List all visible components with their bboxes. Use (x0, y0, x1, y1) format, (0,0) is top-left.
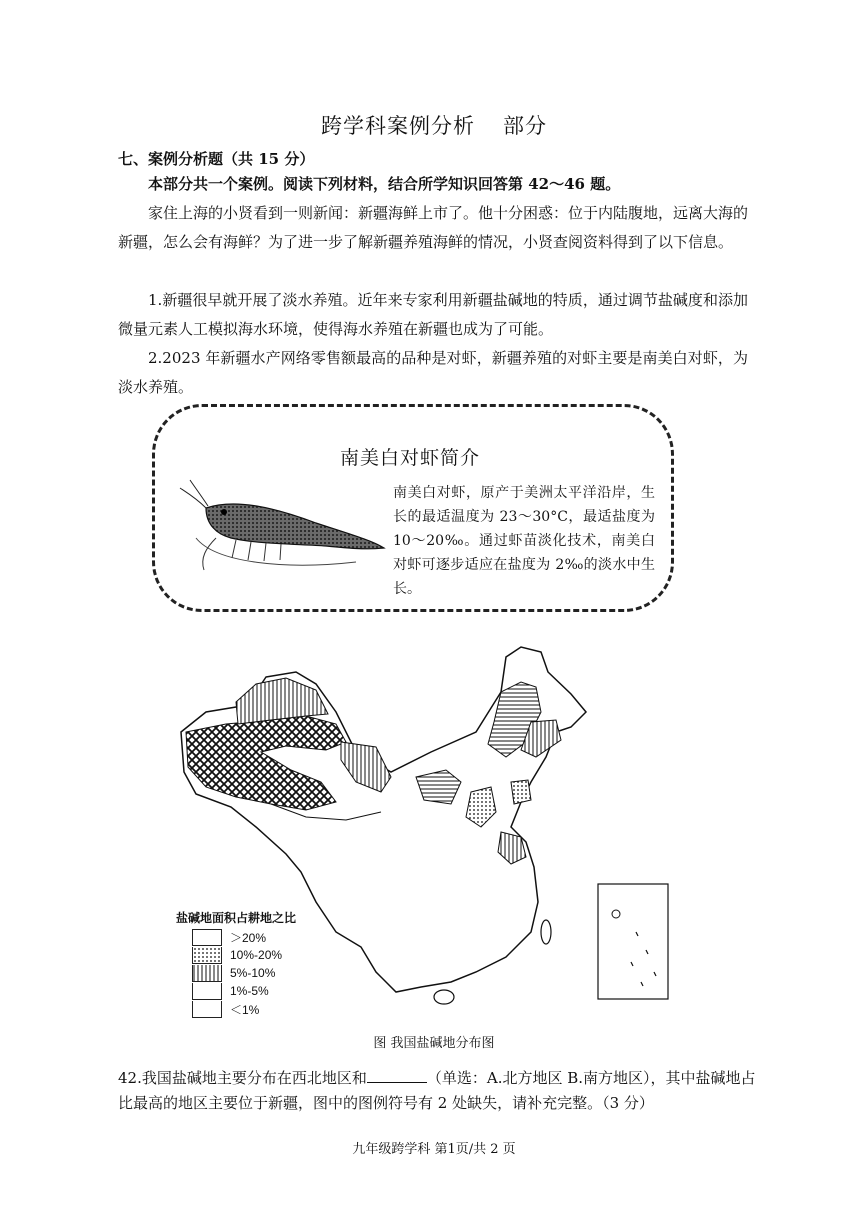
taiwan-island (541, 920, 551, 944)
hainan-island (434, 990, 454, 1004)
map-caption: 图 我国盐碱地分布图 (373, 1036, 495, 1051)
legend-label: 10%-20% (230, 948, 283, 962)
legend-item (192, 946, 282, 964)
material-item-1: 1.新疆很早就开展了淡水养殖。近年来专家利用新疆盐碱地的特质，通过调节盐碱度和添加微量元素人工模拟海水环境，使得海水养殖在新疆也成为了可能。 (118, 291, 748, 338)
legend-swatch-dots (192, 947, 222, 964)
shrimp-image (176, 478, 388, 578)
legend-item (192, 982, 282, 1000)
question-42 (118, 1066, 758, 1116)
legend-item (192, 964, 282, 982)
map-legend (192, 928, 282, 1018)
material-paragraph: 家住上海的小贤看到一则新闻：新疆海鲜上市了。他十分困惑：位于内陆腹地，远离大海的新疆，怎么会有海鲜？为了进一步了解新疆养殖海鲜的情况，小贤查阅资料得到了以下信息。 (118, 204, 749, 251)
map-legend-title: 盐碱地面积占耕地之比 (176, 911, 297, 925)
section-heading: 七、案例分析题（共 15 分） (118, 150, 315, 168)
material-item-2: 2.2023 年新疆水产网络零售额最高的品种是对虾，新疆养殖的对虾主要是南美白对虾，为淡水养殖。 (118, 349, 748, 396)
legend-swatch-blank (192, 1001, 222, 1018)
page-title: 跨学科案例分析 部分 (321, 114, 547, 138)
legend-label: 1%-5% (230, 984, 269, 998)
legend-label: 5%-10% (230, 966, 276, 980)
shrimp-box-text: 南美白对虾，原产于美洲太平洋沿岸，生长的最适温度为 23～30°C，最适盐度为 10～20‰。通过虾苗淡化技术，南美白对虾可逐步适应在盐度为 2‰的淡水中生长。 (393, 485, 655, 597)
legend-item (192, 928, 282, 946)
section-intro: 本部分共一个案例。阅读下列材料，结合所学知识回答第 42～46 题。 (148, 175, 621, 193)
legend-swatch-blank (192, 929, 222, 946)
legend-item (192, 1000, 282, 1018)
shrimp-box-title: 南美白对虾简介 (340, 447, 481, 469)
page-footer: 九年级跨学科 第1页/共 2 页 (352, 1142, 516, 1157)
answer-blank[interactable] (367, 1067, 427, 1083)
legend-label: ＞20% (230, 930, 267, 945)
legend-label: ＜1% (230, 1002, 260, 1017)
question-42-text-before: 42.我国盐碱地主要分布在西北地区和 (118, 1069, 367, 1087)
legend-swatch-vertical (192, 965, 222, 982)
question-42-text-after: （单选：A.北方地区 B.南方地区），其中盐碱地占比最高的地区主要位于新疆，图中的图例符号有 2 处缺失，请补充完整。（3 分） (118, 1069, 756, 1112)
legend-swatch-blank (192, 983, 222, 1000)
south-china-sea-inset (598, 884, 668, 999)
bohai-dots-region (511, 780, 531, 804)
